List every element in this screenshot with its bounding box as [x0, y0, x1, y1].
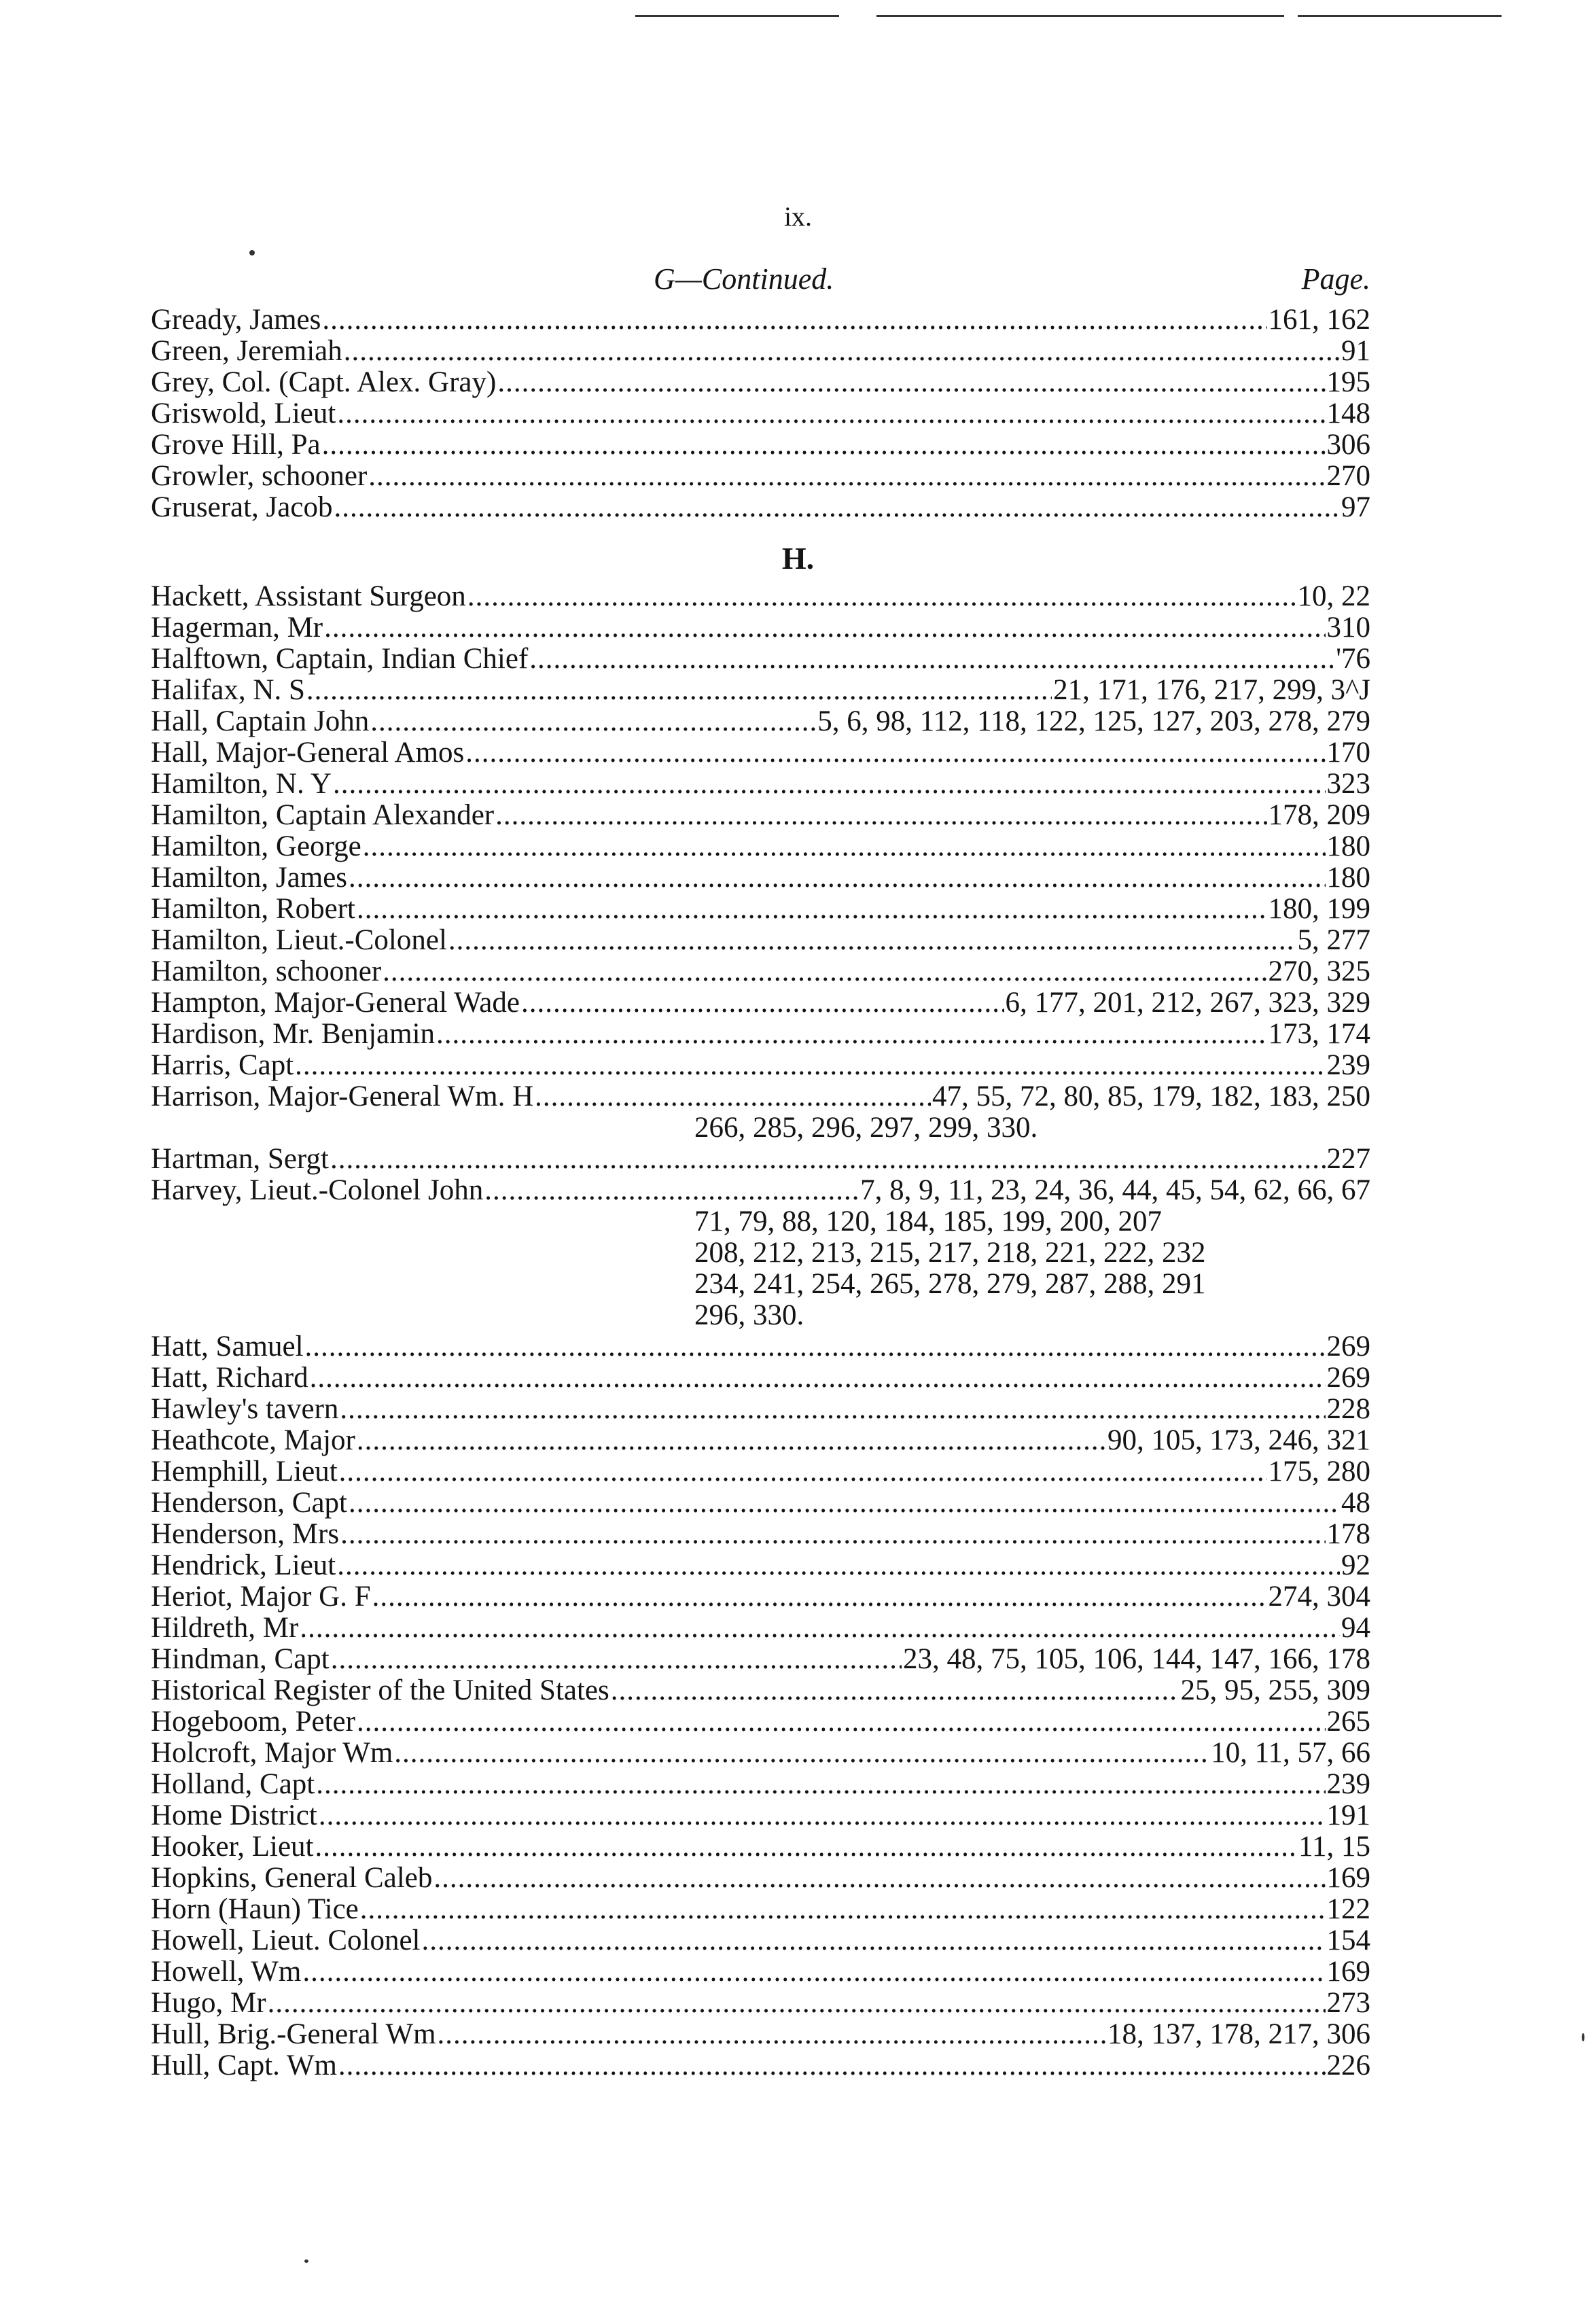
entry-pages: 94	[1341, 1612, 1370, 1644]
index-entry	[151, 1144, 1370, 1175]
index-entry	[151, 1613, 1370, 1644]
entry-pages: 92	[1341, 1549, 1370, 1581]
entry-name: Hamilton, George	[151, 830, 361, 862]
entry-name: Hall, Captain John	[151, 705, 370, 737]
entry-name: Hugo, Mr	[151, 1987, 266, 2019]
dot-leader	[322, 304, 1266, 336]
entry-name: Hartman, Sergt	[151, 1143, 329, 1175]
index-entry	[151, 1175, 1370, 1206]
index-entry	[151, 1831, 1370, 1863]
dot-leader	[422, 1925, 1326, 1956]
index-entry	[151, 2050, 1370, 2081]
dot-leader	[394, 1738, 1209, 1769]
entry-name: Griswold, Lieut	[151, 398, 336, 429]
entry-pages: 270	[1326, 460, 1370, 492]
entry-pages: 90, 105, 173, 246, 321	[1107, 1424, 1370, 1456]
top-rule	[876, 15, 1284, 17]
dot-leader	[315, 1831, 1297, 1863]
entry-pages: 11, 15	[1298, 1831, 1370, 1863]
entry-name: Holcroft, Major Wm	[151, 1737, 393, 1769]
dot-leader	[360, 1894, 1326, 1925]
dot-leader	[322, 429, 1326, 461]
index-entry	[151, 769, 1370, 800]
entry-name: Gruserat, Jacob	[151, 491, 333, 523]
dot-leader	[357, 1425, 1106, 1456]
entry-pages: 239	[1326, 1768, 1370, 1800]
index-entry	[151, 1362, 1370, 1394]
entry-pages-continued: 266, 285, 296, 297, 299, 330.	[694, 1112, 1038, 1144]
dot-leader	[337, 1550, 1340, 1581]
index-entry	[151, 1675, 1370, 1706]
index-entry	[151, 894, 1370, 925]
dot-leader	[339, 1456, 1267, 1488]
dot-leader	[330, 1144, 1326, 1175]
index-entry	[151, 1456, 1370, 1488]
dot-leader	[295, 1050, 1325, 1081]
dot-leader	[436, 1019, 1266, 1050]
dot-leader	[337, 398, 1325, 429]
entry-name: Hemphill, Lieut	[151, 1456, 338, 1488]
entry-name: Heriot, Major G. F	[151, 1581, 371, 1613]
entry-pages: 154	[1326, 1924, 1370, 1956]
dot-leader	[310, 1362, 1326, 1394]
entry-name: Hatt, Richard	[151, 1362, 308, 1394]
index-entry	[151, 398, 1370, 429]
index-entry	[151, 1644, 1370, 1675]
entry-name: Hogeboom, Peter	[151, 1706, 355, 1738]
entry-pages: 48	[1341, 1487, 1370, 1519]
index-entry	[151, 862, 1370, 894]
dot-leader	[495, 800, 1266, 831]
dot-leader	[349, 1488, 1340, 1519]
entry-pages: 148	[1326, 398, 1370, 429]
entry-pages-continued: 208, 212, 213, 215, 217, 218, 221, 222, 232	[694, 1237, 1206, 1269]
index-entry	[151, 1081, 1370, 1112]
entry-name: Hardison, Mr. Benjamin	[151, 1018, 436, 1050]
entry-name: Hamilton, Captain Alexander	[151, 799, 495, 831]
dot-leader	[368, 461, 1325, 492]
index-entry	[151, 800, 1370, 831]
dot-leader	[340, 1394, 1325, 1425]
entry-name: Howell, Lieut. Colonel	[151, 1924, 421, 1956]
entry-name: Heathcote, Major	[151, 1424, 355, 1456]
dot-leader	[268, 1988, 1326, 2019]
top-rule	[1298, 15, 1502, 17]
entry-pages: 21, 171, 176, 217, 299, 3^J	[1053, 674, 1370, 706]
index-entry	[151, 675, 1370, 706]
entry-name: Hildreth, Mr	[151, 1612, 299, 1644]
dot-leader	[331, 1644, 902, 1675]
dot-leader	[333, 769, 1326, 800]
entry-name: Hawley's tavern	[151, 1393, 339, 1425]
entry-name: Hendrick, Lieut	[151, 1549, 336, 1581]
entry-name: Home District	[151, 1799, 317, 1831]
entry-pages: 239	[1326, 1049, 1370, 1081]
entry-pages: 265	[1326, 1706, 1370, 1738]
index-entry	[151, 1863, 1370, 1894]
entry-name: Hamilton, Lieut.-Colonel	[151, 924, 447, 956]
index-entry	[151, 612, 1370, 644]
index-entry	[151, 644, 1370, 675]
entry-pages: 191	[1326, 1799, 1370, 1831]
index-entry	[151, 1331, 1370, 1362]
entry-name: Hindman, Capt	[151, 1643, 330, 1675]
entry-name: Howell, Wm	[151, 1956, 302, 1988]
entry-pages: 306	[1326, 429, 1370, 461]
dot-leader	[529, 644, 1334, 675]
entry-pages: 169	[1326, 1956, 1370, 1988]
h-entries	[151, 581, 1370, 2081]
g-entries	[151, 304, 1370, 523]
entry-pages: 7, 8, 9, 11, 23, 24, 36, 44, 45, 54, 62, 66, 67	[860, 1174, 1370, 1206]
entry-name: Halifax, N. S	[151, 674, 305, 706]
entry-pages: 180	[1326, 830, 1370, 862]
entry-name: Hamilton, schooner	[151, 955, 382, 987]
index-entry	[151, 987, 1370, 1019]
dot-leader	[357, 894, 1267, 925]
entry-pages: 10, 11, 57, 66	[1211, 1737, 1370, 1769]
entry-name: Hamilton, N. Y	[151, 768, 332, 800]
dot-leader	[334, 492, 1340, 523]
entry-pages: 97	[1341, 491, 1370, 523]
entry-pages: 195	[1326, 366, 1370, 398]
entry-name: Hatt, Samuel	[151, 1331, 304, 1362]
entry-pages: 122	[1326, 1893, 1370, 1925]
entry-name: Hamilton, Robert	[151, 893, 355, 925]
dot-leader	[465, 737, 1325, 769]
index-entry	[151, 925, 1370, 956]
index-entry	[151, 1894, 1370, 1925]
entry-pages: 6, 177, 201, 212, 267, 323, 329	[1005, 987, 1370, 1019]
entry-pages: 228	[1326, 1393, 1370, 1425]
dot-leader	[497, 367, 1325, 398]
entry-name: Holland, Capt	[151, 1768, 315, 1800]
index-entry	[151, 1800, 1370, 1831]
entry-name: Henderson, Mrs	[151, 1518, 340, 1550]
dot-leader	[357, 1706, 1326, 1738]
dot-leader	[316, 1769, 1325, 1800]
dot-leader	[433, 1863, 1325, 1894]
index-entry	[151, 1019, 1370, 1050]
dot-leader	[319, 1800, 1326, 1831]
entry-pages: 269	[1326, 1362, 1370, 1394]
index-entry	[151, 2019, 1370, 2050]
index-entry	[151, 1769, 1370, 1800]
entry-name: Harvey, Lieut.-Colonel John	[151, 1174, 484, 1206]
speck	[1582, 2033, 1584, 2041]
entry-name: Horn (Haun) Tice	[151, 1893, 359, 1925]
index-entry	[151, 1425, 1370, 1456]
dot-leader	[300, 1613, 1340, 1644]
index-entry	[151, 1988, 1370, 2019]
dot-leader	[363, 831, 1326, 862]
entry-pages: 5, 277	[1297, 924, 1370, 956]
speck	[304, 2259, 308, 2263]
index-entry	[151, 336, 1370, 367]
entry-pages: 18, 137, 178, 217, 306	[1107, 2018, 1370, 2050]
continued-heading: G—Continued.	[654, 262, 834, 296]
index-entry	[151, 304, 1370, 336]
dot-leader	[372, 1581, 1267, 1613]
entry-pages: 25, 95, 255, 309	[1180, 1674, 1370, 1706]
entry-pages: 273	[1326, 1987, 1370, 2019]
index-entry	[151, 737, 1370, 769]
index-entry	[151, 1488, 1370, 1519]
entry-pages: 178, 209	[1268, 799, 1370, 831]
index-entry	[151, 1925, 1370, 1956]
index-entry	[151, 1738, 1370, 1769]
dot-leader	[349, 862, 1325, 894]
entry-pages: 175, 280	[1268, 1456, 1370, 1488]
index-entry	[151, 1050, 1370, 1081]
entry-pages: 180, 199	[1268, 893, 1370, 925]
index-entry	[151, 367, 1370, 398]
page-number: ix.	[783, 201, 813, 232]
index-entry	[151, 1956, 1370, 1988]
dot-leader	[302, 1956, 1325, 1988]
entry-pages: 5, 6, 98, 112, 118, 122, 125, 127, 203, 278, 279	[817, 705, 1370, 737]
entry-name: Gready, James	[151, 304, 321, 336]
entry-name: Harrison, Major-General Wm. H	[151, 1080, 534, 1112]
dot-leader	[448, 925, 1296, 956]
index-entry	[151, 956, 1370, 987]
entry-name: Hall, Major-General Amos	[151, 737, 465, 769]
entry-pages-continued: 234, 241, 254, 265, 278, 279, 287, 288, 291	[694, 1268, 1206, 1300]
entry-name: Grove Hill, Pa	[151, 429, 321, 461]
speck	[249, 250, 255, 256]
entry-pages: 227	[1326, 1143, 1370, 1175]
index-entry	[151, 429, 1370, 461]
entry-pages: 178	[1326, 1518, 1370, 1550]
dot-leader	[467, 581, 1296, 612]
index-entry	[151, 492, 1370, 523]
entry-pages: 161, 162	[1268, 304, 1370, 336]
entry-name: Growler, schooner	[151, 460, 368, 492]
index-entry	[151, 1519, 1370, 1550]
entry-pages: 270, 325	[1268, 955, 1370, 987]
index-entry	[151, 581, 1370, 612]
entry-name: Hackett, Assistant Surgeon	[151, 580, 466, 612]
page-column-label: Page.	[1301, 262, 1370, 296]
entry-name: Hull, Capt. Wm	[151, 2050, 337, 2081]
entry-pages: 170	[1326, 737, 1370, 769]
entry-pages-continued: 71, 79, 88, 120, 184, 185, 199, 200, 207	[694, 1206, 1162, 1237]
entry-pages: 323	[1326, 768, 1370, 800]
index-header	[151, 262, 1370, 302]
dot-leader	[370, 706, 816, 737]
dot-leader	[344, 336, 1340, 367]
entry-name: Hull, Brig.-General Wm	[151, 2018, 436, 2050]
entry-name: Hopkins, General Caleb	[151, 1862, 433, 1894]
entry-pages: 23, 48, 75, 105, 106, 144, 147, 166, 178	[903, 1643, 1370, 1675]
entry-pages: 310	[1326, 612, 1370, 644]
entry-name: Historical Register of the United States	[151, 1674, 609, 1706]
entry-pages: 269	[1326, 1331, 1370, 1362]
top-rule	[635, 15, 839, 17]
entry-pages: 180	[1326, 862, 1370, 894]
index-entry	[151, 1550, 1370, 1581]
dot-leader	[535, 1081, 931, 1112]
entry-name: Hooker, Lieut	[151, 1831, 314, 1863]
index-entry	[151, 706, 1370, 737]
dot-leader	[521, 987, 1004, 1019]
entry-name: Hamilton, James	[151, 862, 348, 894]
index-entry	[151, 1706, 1370, 1738]
dot-leader	[306, 675, 1052, 706]
entry-name: Hagerman, Mr	[151, 612, 323, 644]
index-entry	[151, 1581, 1370, 1613]
entry-pages: 169	[1326, 1862, 1370, 1894]
entry-name: Halftown, Captain, Indian Chief	[151, 643, 529, 675]
dot-leader	[338, 2050, 1326, 2081]
entry-name: Hampton, Major-General Wade	[151, 987, 520, 1019]
dot-leader	[305, 1331, 1326, 1362]
dot-leader	[438, 2019, 1106, 2050]
entry-pages: 274, 304	[1268, 1581, 1370, 1613]
entry-pages: 47, 55, 72, 80, 85, 179, 182, 183, 250	[932, 1080, 1370, 1112]
dot-leader	[611, 1675, 1180, 1706]
entry-pages: 173, 174	[1268, 1018, 1370, 1050]
index-entry	[151, 1394, 1370, 1425]
entry-pages-continued: 296, 330.	[694, 1299, 804, 1331]
section-letter: H.	[781, 541, 815, 576]
entry-name: Henderson, Capt	[151, 1487, 347, 1519]
entry-pages: '76	[1336, 643, 1370, 675]
entry-pages: 226	[1326, 2050, 1370, 2081]
entry-name: Harris, Capt	[151, 1049, 294, 1081]
entry-name: Grey, Col. (Capt. Alex. Gray)	[151, 366, 497, 398]
dot-leader	[324, 612, 1325, 644]
entry-name: Green, Jeremiah	[151, 335, 342, 367]
entry-pages: 10, 22	[1297, 580, 1370, 612]
index-entry	[151, 461, 1370, 492]
index-entry	[151, 831, 1370, 862]
dot-leader	[383, 956, 1266, 987]
entry-pages: 91	[1341, 335, 1370, 367]
dot-leader	[340, 1519, 1325, 1550]
dot-leader	[484, 1175, 859, 1206]
